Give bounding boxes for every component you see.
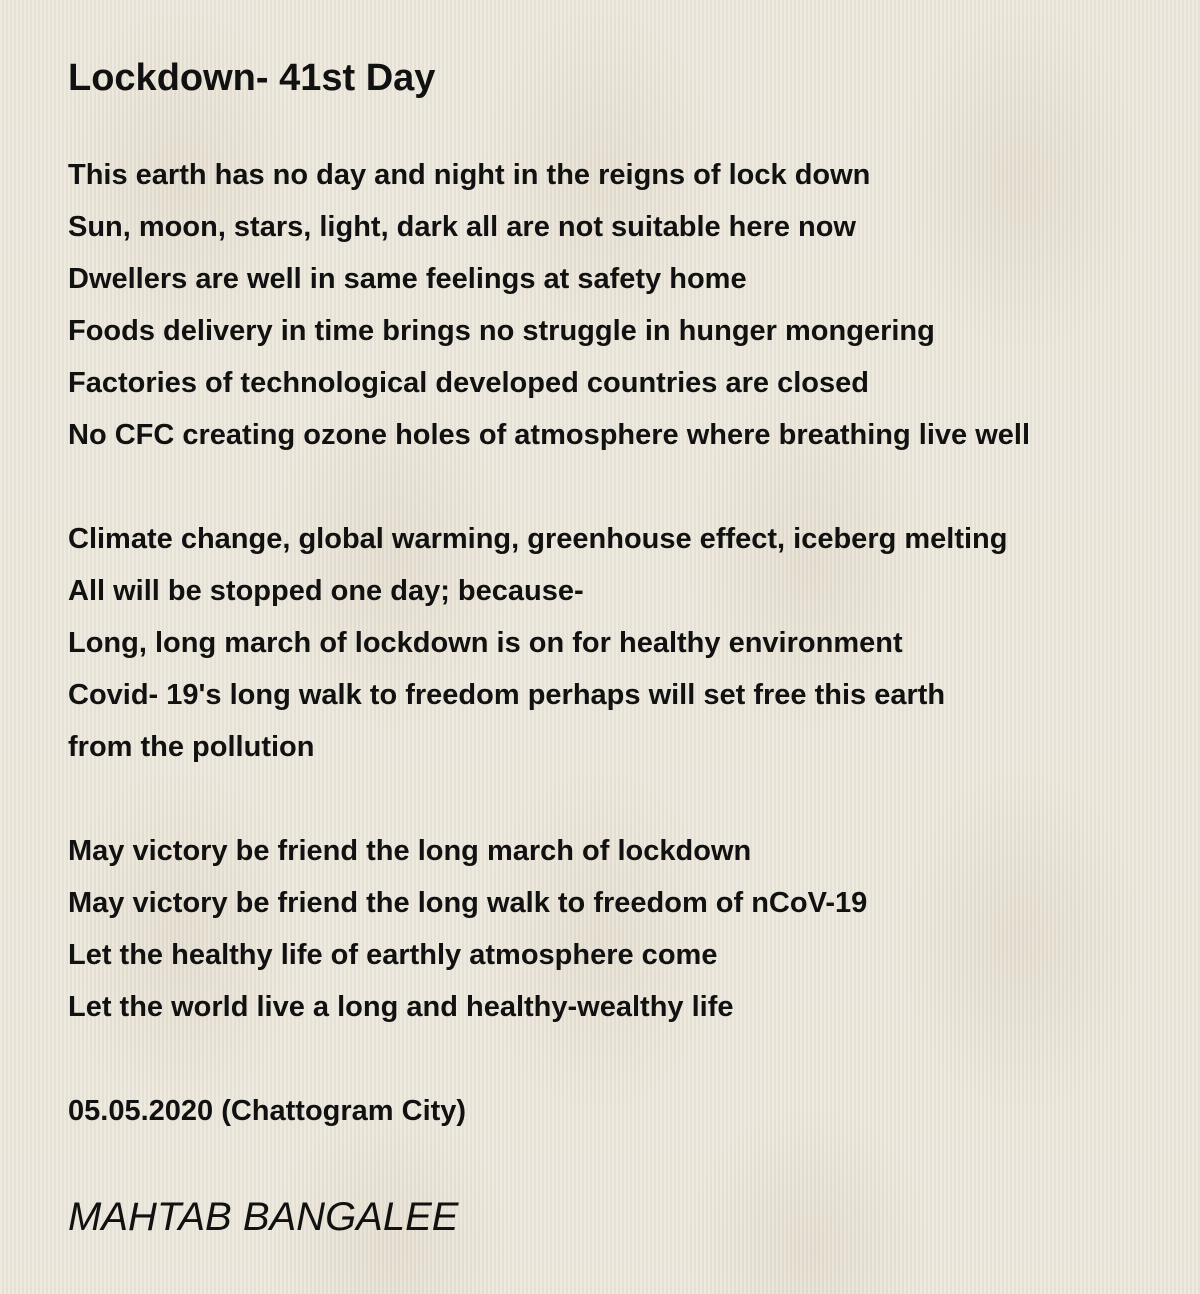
poem-line: May victory be friend the long walk to freedom of nCoV-19 (68, 887, 868, 919)
poem-line: This earth has no day and night in the reigns of lock down (68, 159, 871, 191)
poem-line: Covid- 19's long walk to freedom perhaps will set free this earth (68, 679, 946, 711)
poem-page (68, 52, 1178, 1245)
poem-line: Let the healthy life of earthly atmosphere come (68, 939, 718, 971)
poem-line: No CFC creating ozone holes of atmosphere where breathing live well (68, 419, 1031, 451)
poem-line: from the pollution (68, 731, 315, 763)
poem-author: MAHTAB BANGALEE (68, 1195, 459, 1239)
poem-line: May victory be friend the long march of lockdown (68, 835, 752, 867)
poem-title: Lockdown- 41st Day (68, 57, 436, 99)
stanza-3 (68, 825, 1178, 1033)
poem-line: Let the world live a long and healthy-wealthy life (68, 991, 734, 1023)
stanza-1 (68, 149, 1178, 461)
poem-dateline: 05.05.2020 (Chattogram City) (68, 1095, 467, 1127)
poem-line: Dwellers are well in same feelings at safety home (68, 263, 747, 295)
poem-line: Sun, moon, stars, light, dark all are not suitable here now (68, 211, 856, 243)
poem-line: Long, long march of lockdown is on for healthy environment (68, 627, 903, 659)
poem-line: Factories of technological developed countries are closed (68, 367, 869, 399)
poem-line: All will be stopped one day; because- (68, 575, 584, 607)
poem-body (68, 149, 1178, 1137)
poem-line: Climate change, global warming, greenhouse effect, iceberg melting (68, 523, 1008, 555)
stanza-2 (68, 513, 1178, 773)
poem-line: Foods delivery in time brings no struggle in hunger mongering (68, 315, 935, 347)
